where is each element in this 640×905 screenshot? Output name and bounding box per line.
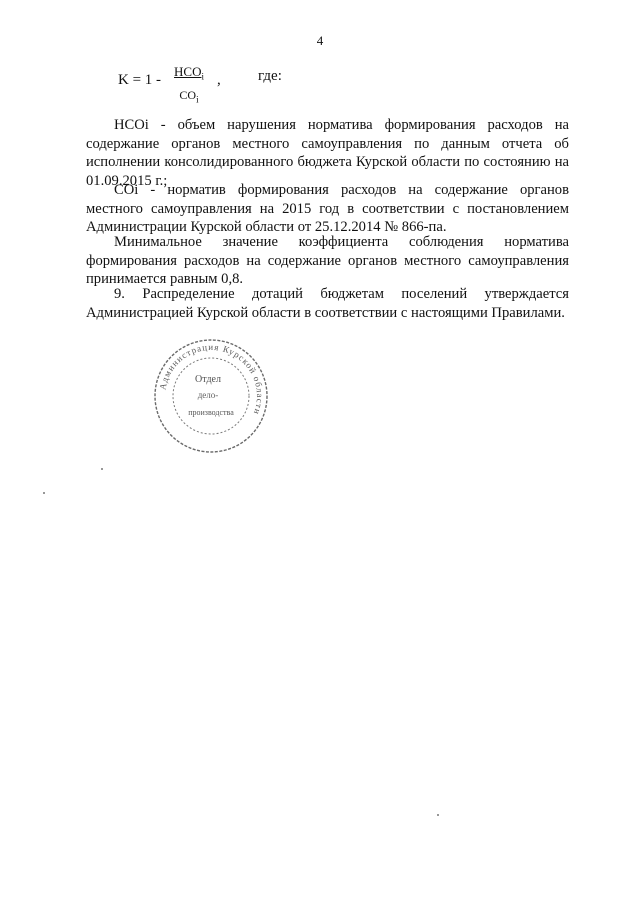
paragraph: Минимальное значение коэффициента соблюдения норматива формирования расходов на содержание органов местного самоуправления принимается равным 0,8. xyxy=(86,234,569,287)
definition-co xyxy=(86,181,569,237)
formula-fraction xyxy=(166,64,212,107)
coefficient-formula xyxy=(118,62,418,106)
paragraph: 9. Распределение дотаций бюджетам поселений утверждается Администрацией Курской области в соответствии с настоящими Правилами. xyxy=(86,286,569,321)
stamp-center-line3: производства xyxy=(188,408,234,417)
speck xyxy=(43,492,45,494)
office-stamp xyxy=(150,335,272,457)
paragraph: СОi - норматив формирования расходов на содержание органов местного самоуправления на 2015 год в соответствии с постановлением Администрации Курской области от 25.12.2014 № 866-па. xyxy=(86,182,569,235)
formula-numerator: $НСО_i$ xyxy=(174,64,204,82)
formula-lhs: K = 1 - xyxy=(118,72,162,88)
paragraph: НСОi - объем нарушения норматива формирования расходов на содержание органов местного самоуправления по данным отчета об исполнении консолидированного бюджета Курской области по состоянию на 01.09.2015 г.; xyxy=(86,117,569,189)
definition-nco xyxy=(86,116,569,190)
page-number: 4 xyxy=(316,33,324,48)
formula-denominator: $СО_i$ xyxy=(179,87,199,104)
formula-comma: , xyxy=(217,72,221,88)
speck xyxy=(437,814,439,816)
formula-where: где: xyxy=(258,68,282,84)
minimum-value-paragraph xyxy=(86,233,569,289)
distribution-paragraph xyxy=(86,285,569,322)
speck xyxy=(101,468,103,470)
stamp-center-line1: Отдел xyxy=(195,374,221,385)
stamp-ring-text: Администрация Курской области xyxy=(157,341,266,417)
stamp-center-line2: дело- xyxy=(197,390,219,400)
